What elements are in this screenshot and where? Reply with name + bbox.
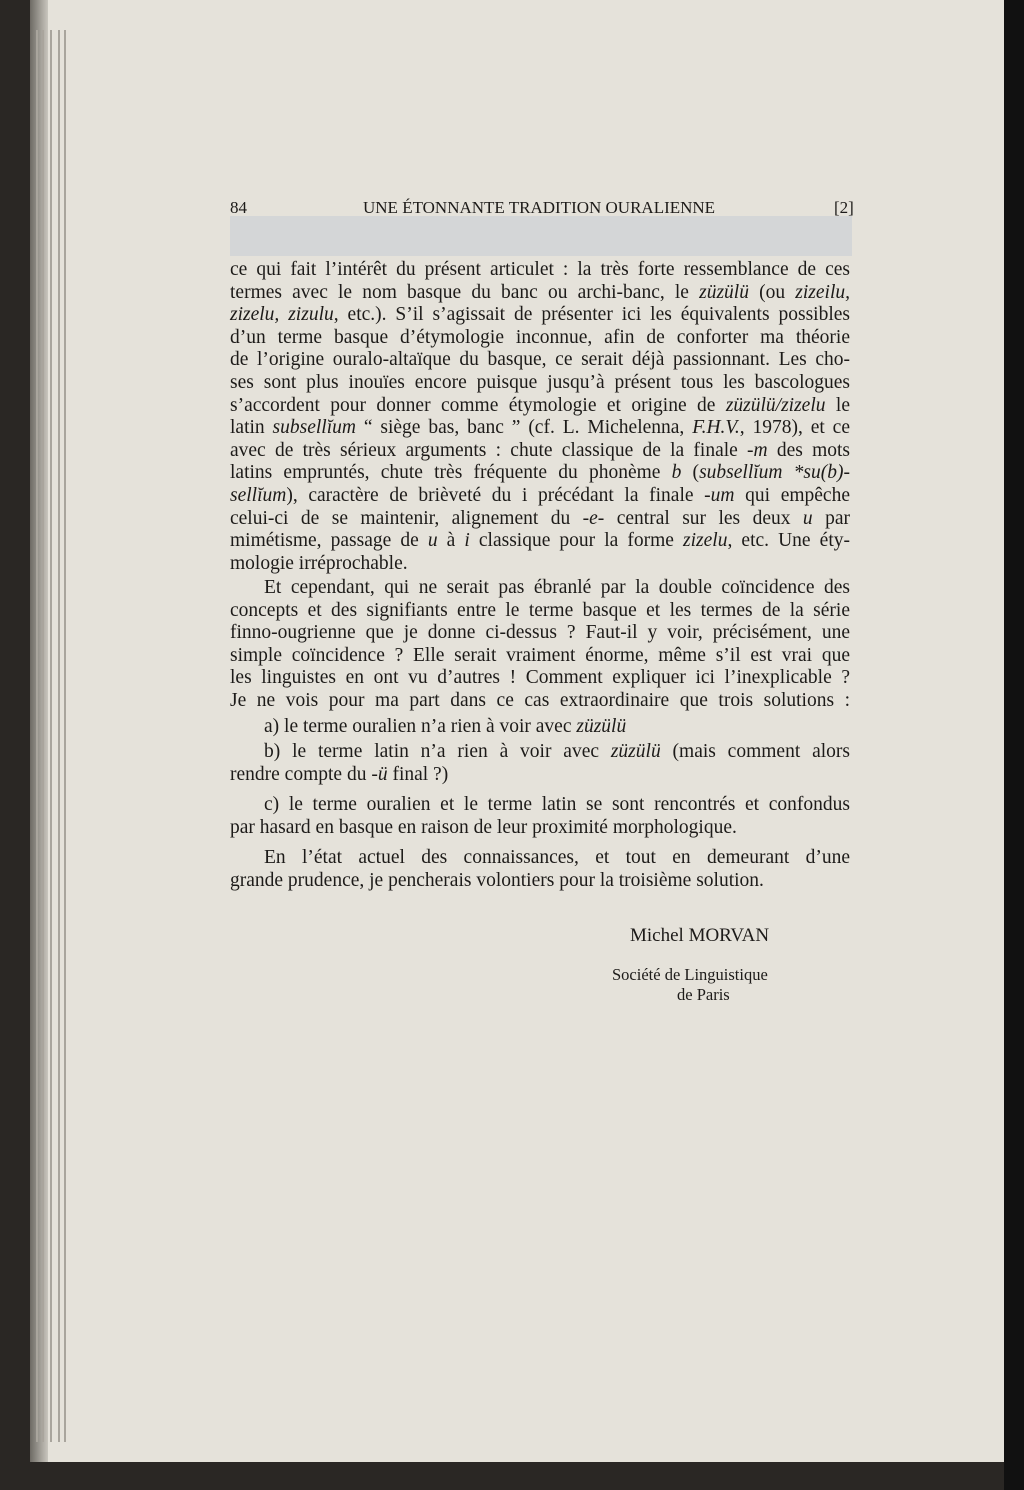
italic-text: züzülü [699, 281, 749, 303]
text-line [230, 764, 850, 787]
solution-a [230, 716, 850, 739]
text-line [230, 716, 850, 739]
italic-text: u [802, 507, 813, 529]
text: d’un terme basque d’étymologie inconnue, afin de conforter ma théorie [230, 326, 850, 348]
text-line [230, 417, 850, 440]
italic-text: F.H.V. [692, 417, 740, 439]
text: “ siège bas, banc ” (cf. L. Michelenna, [355, 417, 693, 439]
paragraph-et-cependant [230, 577, 850, 713]
text: finno-ougrienne que je donne ci-dessus ? Faut-il y voir, précisément, une [230, 622, 850, 644]
text: (mais comment alors [660, 741, 850, 762]
text-line [230, 577, 850, 600]
text: , 1978), et ce [739, 417, 850, 439]
page-edge [64, 30, 66, 1442]
text: classique pour la forme [469, 530, 684, 552]
text: termes avec le nom basque du banc ou archi-banc, le [230, 281, 700, 303]
paragraph-body [230, 259, 850, 575]
text: a) le terme ouralien n’a rien à voir avec [264, 716, 577, 737]
text-line [230, 530, 850, 553]
text: Je ne vois pour ma part dans ce cas extraordinaire que trois solutions : [230, 689, 850, 711]
affiliation-city: de Paris [677, 985, 730, 1004]
page-number: 84 [230, 198, 247, 217]
text: avec de très sérieux arguments : chute classique de la finale [230, 439, 748, 461]
page-edge [50, 30, 52, 1442]
scan-border [1004, 0, 1024, 1490]
text: latin [230, 417, 273, 439]
text-line [230, 259, 850, 282]
text-line [230, 622, 850, 645]
text: celui-ci de se maintenir, alignement du [230, 507, 583, 529]
show-through-ornament [230, 216, 852, 256]
text: En l’état actuel des connaissances, et tout en demeurant d’une [264, 847, 850, 868]
text-line [230, 327, 850, 350]
text: central sur les deux [604, 507, 803, 529]
italic-text: u [427, 530, 438, 552]
text: b) le terme latin n’a rien à voir avec [264, 741, 611, 762]
italic-text: -e- [582, 507, 605, 529]
text-line [230, 282, 850, 305]
text: s’accordent pour donner comme étymologie et origine de [230, 394, 726, 416]
text-line [230, 741, 850, 764]
text: , etc.). S’il s’agissait de présenter ici les équivalents possibles [333, 304, 850, 326]
author-name: Michel MORVAN [630, 925, 770, 946]
text: grande prudence, je pencherais volontiers pour la troisième solution. [230, 869, 764, 891]
text-line [230, 485, 850, 508]
text-line [230, 870, 850, 893]
text: ce qui fait l’intérêt du présent articulet : la très forte ressemblance de ces [230, 259, 850, 280]
text: Et cependant, qui ne serait pas ébranlé par la double coïncidence des [264, 577, 850, 598]
text: ), caractère de brièveté du i précédant la finale [286, 484, 705, 506]
text: simple coïncidence ? Elle serait vraiment énorme, même s’il est vrai que [230, 644, 850, 666]
page-spine [30, 0, 48, 1462]
text-line [230, 304, 850, 327]
text: ses sont plus inouïes encore puisque jusqu’à présent tous les bascologues [230, 371, 850, 393]
text-line [230, 690, 850, 713]
italic-text: züzülü/zizelu [725, 394, 826, 416]
text: mologie irréprochable. [230, 552, 408, 574]
text: par [812, 507, 850, 529]
italic-text: -m [747, 439, 768, 461]
paragraph-conclusion [230, 847, 850, 892]
italic-text: züzülü [610, 741, 661, 762]
running-title: UNE ÉTONNANTE TRADITION OURALIENNE [363, 198, 716, 217]
page-edge [58, 30, 60, 1442]
text: latins empruntés, chute très fréquente du phonème [230, 462, 672, 484]
text-line [230, 462, 850, 485]
solution-c [230, 794, 850, 839]
text-line [230, 645, 850, 668]
text-line [230, 349, 850, 372]
italic-text: zizelu, zizulu [230, 304, 334, 326]
text: qui empêche [734, 484, 850, 506]
text: de l’origine ouralo-altaïque du basque, ce serait déjà passionnant. Les cho- [230, 349, 850, 371]
text-line [230, 372, 850, 395]
italic-text: i [464, 530, 470, 552]
text-line [230, 600, 850, 623]
text-line [230, 794, 850, 817]
text-line [230, 508, 850, 531]
text: , etc. Une éty- [727, 530, 850, 552]
text: le [825, 394, 850, 416]
text: (ou [748, 281, 796, 303]
italic-text: sellĭum [230, 484, 287, 506]
text: les linguistes en ont vu d’autres ! Comment expliquer ici l’inexplicable ? [230, 667, 850, 689]
text-line [230, 817, 850, 840]
italic-text: züzülü [576, 716, 627, 737]
italic-text: subsellĭum *su(b)- [699, 462, 850, 484]
text: ( [681, 462, 700, 484]
solution-b [230, 741, 850, 786]
page-edge [42, 30, 44, 1442]
text: c) le terme ouralien et le terme latin se sont rencontrés et confondus [264, 794, 850, 815]
section-number: [2] [834, 198, 854, 217]
text: rendre compte du [230, 763, 372, 785]
italic-text: -ü [371, 763, 388, 785]
text: par hasard en basque en raison de leur proximité morphologique. [230, 816, 737, 838]
affiliation: Société de Linguistique [612, 965, 768, 984]
page-edge [36, 30, 38, 1442]
text-line [230, 440, 850, 463]
text: à [437, 530, 465, 552]
text-line [230, 395, 850, 418]
italic-text: b [671, 462, 682, 484]
text-line [230, 667, 850, 690]
italic-text: -um [704, 484, 735, 506]
text-line [230, 847, 850, 870]
text: des mots [767, 439, 850, 461]
text: concepts et des signifiants entre le terme basque et les termes de la série [230, 599, 850, 621]
italic-text: zizelu [683, 530, 728, 552]
italic-text: subsellĭum [272, 417, 356, 439]
text: final ?) [387, 763, 449, 785]
italic-text: zizeilu, [795, 281, 850, 303]
text: mimétisme, passage de [230, 530, 428, 552]
text-line [230, 553, 850, 576]
